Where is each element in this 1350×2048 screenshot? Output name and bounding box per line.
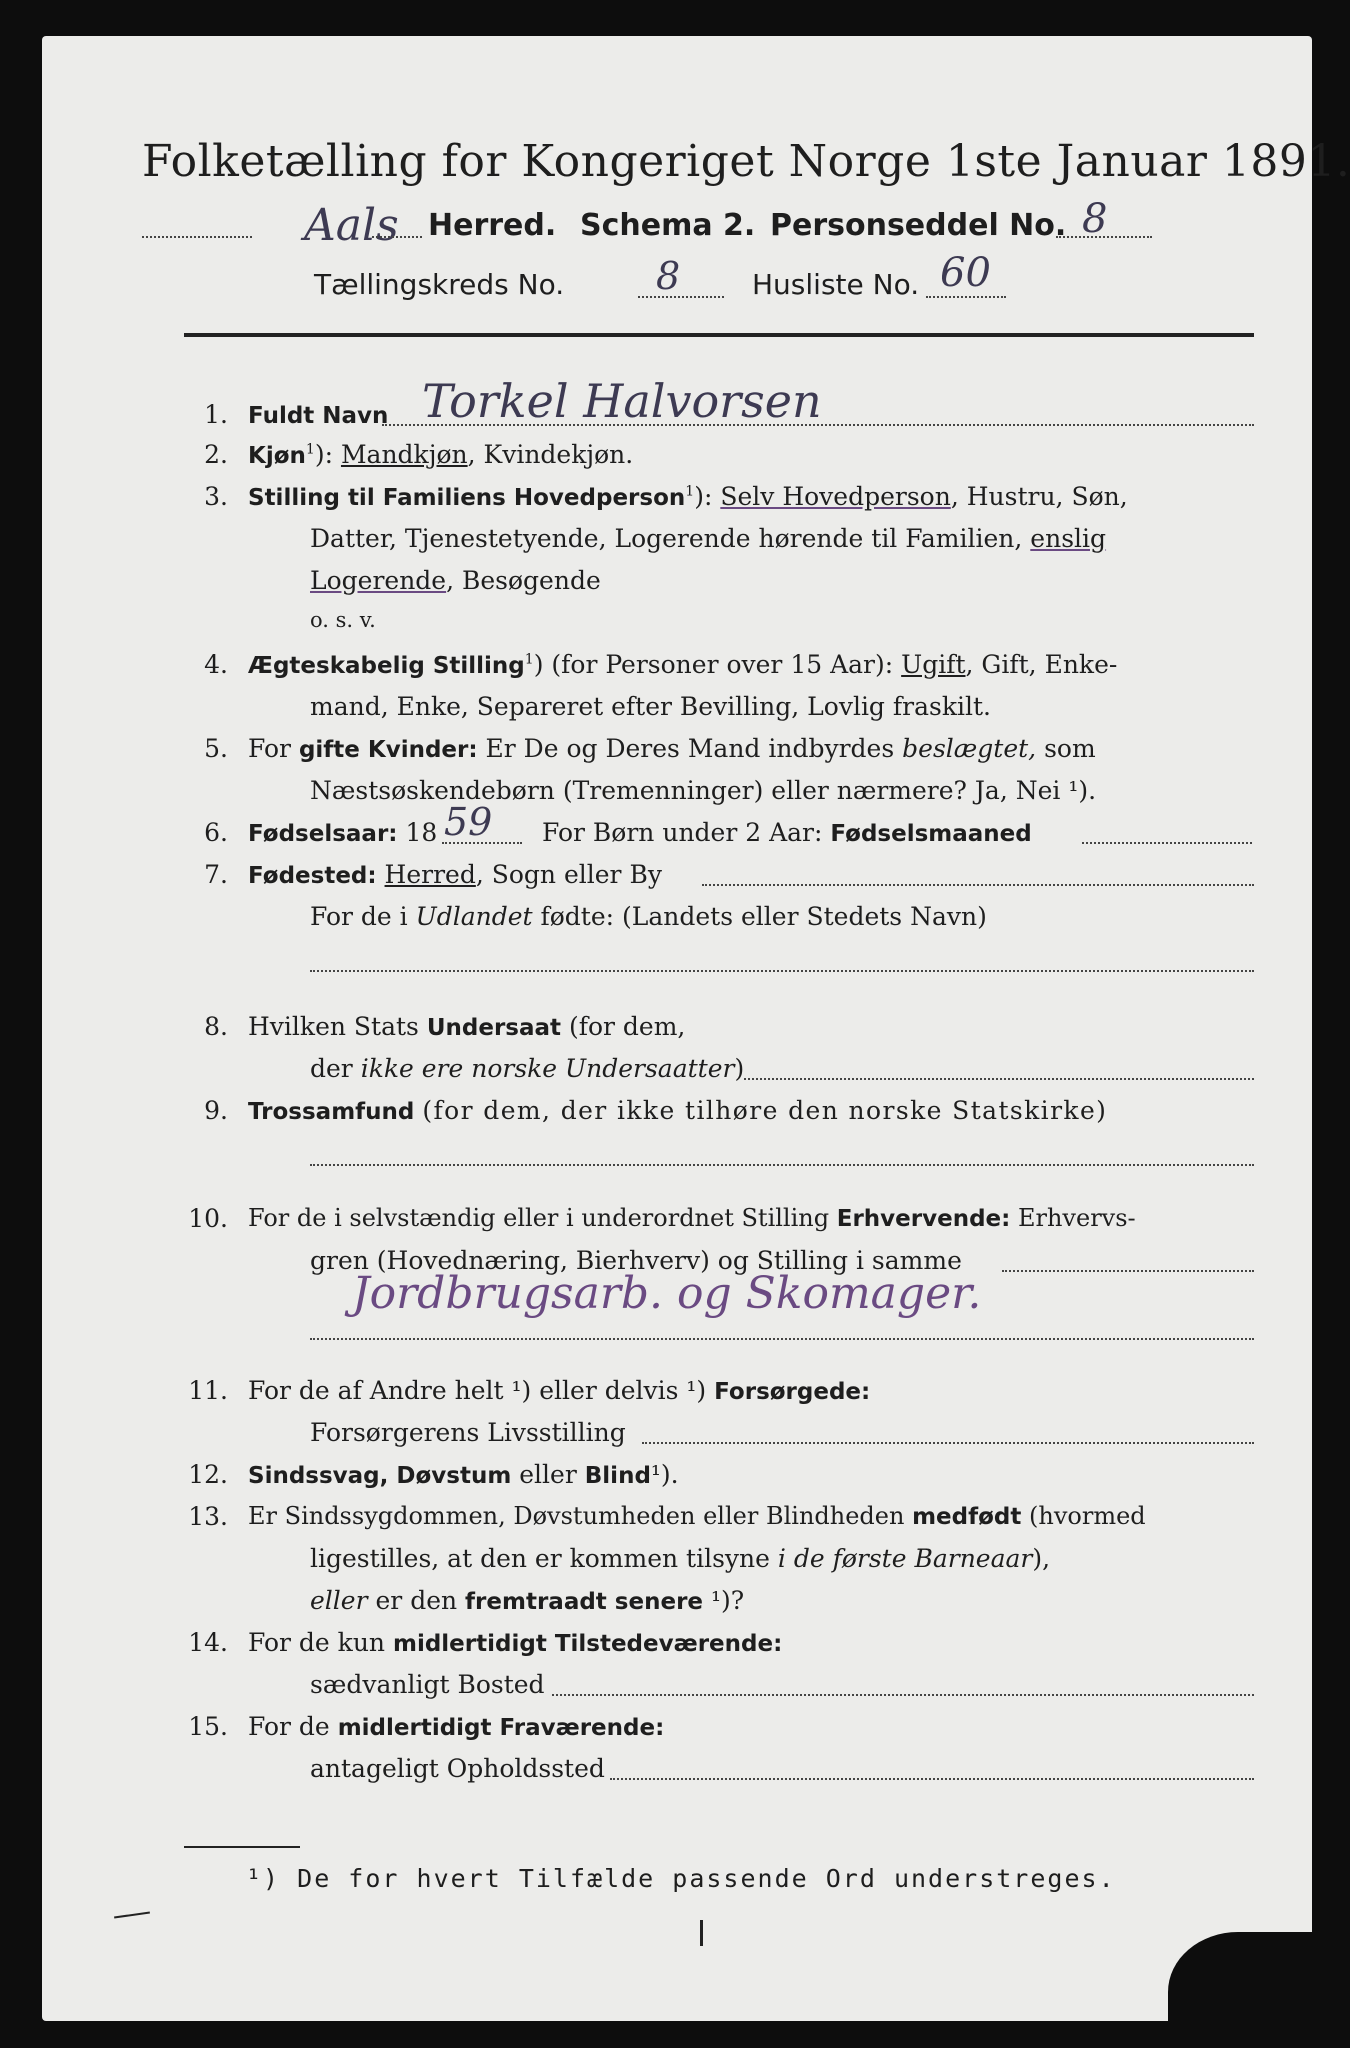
footnote-mark: 1 xyxy=(305,441,315,458)
personseddel-value: 8 xyxy=(1082,196,1108,242)
item-10-line-2: gren (Hovednæring, Bierhverv) og Stilling i samme xyxy=(310,1246,962,1275)
text-italic: Udlandet xyxy=(415,902,533,931)
occupation-label: Erhvervende: xyxy=(836,1206,1011,1232)
citizenship-dotted-line xyxy=(744,1078,1254,1080)
religion-label: Trossamfund xyxy=(248,1099,415,1125)
item-3-line-3 xyxy=(310,566,601,595)
foreign-place-dotted-line xyxy=(310,970,1254,972)
temporary-absent-label: midlertidigt Fraværende: xyxy=(337,1715,665,1741)
text: ) xyxy=(734,1054,745,1083)
item-7-line-2 xyxy=(310,902,987,931)
blind-label: Blind xyxy=(584,1463,651,1489)
footnote-mark: 1 xyxy=(524,651,534,668)
text: For de af Andre helt ¹) eller delvis ¹) xyxy=(248,1376,707,1405)
text: ¹). xyxy=(650,1460,679,1489)
text: Er De og Deres Mand indbyrdes xyxy=(485,734,895,763)
text: ¹)? xyxy=(710,1586,745,1615)
option-herred: Herred xyxy=(384,860,476,889)
birth-year-value: 59 xyxy=(444,800,493,844)
item-number: 2. xyxy=(204,440,228,469)
option-selv-hovedperson: Selv Hovedperson xyxy=(720,482,951,511)
label-rest: ): xyxy=(314,440,333,469)
text: som xyxy=(1044,734,1096,763)
provider-dotted-line xyxy=(642,1442,1254,1444)
item-number: 12. xyxy=(188,1460,228,1489)
option-kvindekjon: , Kvindekjøn. xyxy=(467,440,634,469)
text: For de xyxy=(248,1712,330,1741)
item-11-line-2: Forsørgerens Livsstilling xyxy=(310,1418,626,1447)
item-4-line-2: mand, Enke, Separeret efter Bevilling, Lovlig fraskilt. xyxy=(310,692,991,721)
husliste-label: Husliste No. xyxy=(752,268,920,301)
item-number: 11. xyxy=(188,1376,228,1405)
label-rest: ) (for Personer over 15 Aar): xyxy=(533,650,894,679)
option-logerende: Logerende xyxy=(310,566,447,595)
item-11-line-1 xyxy=(248,1376,870,1405)
text: , Sogn eller By xyxy=(475,860,662,889)
religion-dotted-line xyxy=(310,1164,1254,1166)
item-number: 14. xyxy=(188,1628,228,1657)
item-13-line-2 xyxy=(310,1544,1050,1573)
item-number: 13. xyxy=(188,1502,228,1531)
item-number: 10. xyxy=(188,1204,228,1233)
full-name-dotted-line xyxy=(382,424,1254,426)
options-rest: , Hustru, Søn, xyxy=(950,482,1128,511)
kreds-dotted-line xyxy=(638,296,724,298)
item-5-line-2: Næstsøskendebørn (Tremenninger) eller nærmere? Ja, Nei ¹). xyxy=(310,776,1097,805)
option-ugift: Ugift xyxy=(901,650,966,679)
disability-label: Sindssvag, Døvstum xyxy=(248,1463,512,1489)
item-5-line-1 xyxy=(248,734,1096,763)
item-14-line-1 xyxy=(248,1628,782,1657)
birth-month-label: Fødselsmaaned xyxy=(830,821,1032,847)
item-3-line-4: o. s. v. xyxy=(310,608,376,632)
birth-year-dotted-line xyxy=(442,842,522,844)
item-7-line-1 xyxy=(248,860,662,889)
later-onset-label: fremtraadt senere xyxy=(465,1589,704,1615)
full-name-value: Torkel Halvorsen xyxy=(422,374,822,428)
schema-label: Schema 2. xyxy=(580,208,756,243)
text: er den xyxy=(375,1586,458,1615)
item-number: 1. xyxy=(204,400,228,429)
family-position-label: Stilling til Familiens Hovedperson xyxy=(248,485,686,511)
kreds-label: Tællingskreds No. xyxy=(314,268,565,301)
stray-mark xyxy=(114,1912,150,1919)
item-number: 5. xyxy=(204,734,228,763)
item-8-line-2 xyxy=(310,1054,744,1083)
item-6-line xyxy=(248,818,437,847)
congenital-label: medfødt xyxy=(912,1504,1022,1530)
item-10-line-1 xyxy=(248,1204,1136,1232)
options-rest: , Besøgende xyxy=(446,566,601,595)
header-rule xyxy=(184,333,1254,337)
birth-month-dotted-line xyxy=(1082,842,1252,844)
item-15-line-2: antageligt Opholdssted xyxy=(310,1754,605,1783)
full-name-label: Fuldt Navn xyxy=(248,403,389,429)
option-mandkjon: Mandkjøn xyxy=(340,440,468,469)
marital-status-label: Ægteskabelig Stilling xyxy=(248,653,525,679)
text: der xyxy=(310,1054,353,1083)
text: Erhvervs- xyxy=(1017,1204,1136,1232)
text-italic: ikke ere norske Undersaatter xyxy=(360,1054,735,1083)
text: For de i xyxy=(310,902,408,931)
options-rest: , Gift, Enke- xyxy=(965,650,1118,679)
torn-corner xyxy=(1168,1932,1318,2032)
text: (hvormed xyxy=(1029,1502,1146,1530)
item-3-line-2 xyxy=(310,524,1106,553)
citizenship-label: Undersaat xyxy=(426,1015,562,1041)
text: fødte: (Landets eller Stedets Navn) xyxy=(540,902,987,931)
form-title: Folketælling for Kongeriget Norge 1ste Januar 1891. xyxy=(142,136,1350,187)
item-8-line-1 xyxy=(248,1012,685,1041)
item-13-line-1 xyxy=(248,1502,1146,1530)
item-1-line xyxy=(248,400,388,429)
item-9-line xyxy=(248,1096,1107,1125)
husliste-value: 60 xyxy=(940,250,991,296)
personseddel-label: Personseddel No. xyxy=(770,208,1067,243)
item-3-line-1 xyxy=(248,482,1128,511)
year-prefix: 18 xyxy=(405,818,438,847)
footnote: ¹) De for hvert Tilfælde passende Ord understreges. xyxy=(246,1864,1116,1893)
text: (for dem, der ikke tilhøre den norske Statskirke) xyxy=(422,1096,1108,1125)
text: ligestilles, at den er kommen tilsyne xyxy=(310,1544,770,1573)
census-form xyxy=(42,36,1350,2021)
footnote-rule xyxy=(184,1846,300,1848)
personseddel-dotted-line xyxy=(1056,236,1152,238)
text: For Børn under 2 Aar: xyxy=(542,818,823,847)
occupation-dotted-line-2 xyxy=(310,1338,1254,1340)
item-number: 4. xyxy=(204,650,228,679)
item-14-line-2: sædvanligt Bosted xyxy=(310,1670,545,1699)
text: For de kun xyxy=(248,1628,386,1657)
birthplace-dotted-line xyxy=(702,884,1254,886)
stray-mark xyxy=(700,1920,703,1946)
kreds-value: 8 xyxy=(656,254,681,298)
occupation-value: Jordbrugsarb. og Skomager. xyxy=(352,1268,982,1319)
option-enslig: enslig xyxy=(1030,524,1107,553)
herred-value: Aals xyxy=(304,200,399,251)
text: Hvilken Stats xyxy=(248,1012,419,1041)
item-2-line xyxy=(248,440,633,469)
whereabouts-dotted-line xyxy=(610,1778,1254,1780)
label-rest: ): xyxy=(694,482,713,511)
married-women-label: gifte Kvinder: xyxy=(298,737,478,763)
text: eller xyxy=(519,1460,577,1489)
item-number: 9. xyxy=(204,1096,228,1125)
herred-dotted-line xyxy=(142,236,252,238)
birth-year-label: Fødselsaar: xyxy=(248,821,398,847)
text-italic: i de første Barneaar xyxy=(777,1544,1033,1573)
husliste-dotted-line xyxy=(926,296,1006,298)
item-number: 7. xyxy=(204,860,228,889)
item-6-line-b xyxy=(542,818,1032,847)
text-italic: beslægtet, xyxy=(902,734,1037,763)
occupation-dotted-line-1 xyxy=(1002,1270,1254,1272)
text: For xyxy=(248,734,291,763)
birthplace-label: Fødested: xyxy=(248,863,377,889)
text: Er Sindssygdommen, Døvstumheden eller Blindheden xyxy=(248,1502,905,1530)
herred-label: Herred. xyxy=(428,208,557,243)
footnote-mark: 1 xyxy=(685,483,695,500)
herred-dotted-line-2 xyxy=(372,236,422,238)
item-number: 15. xyxy=(188,1712,228,1741)
item-13-line-3 xyxy=(310,1586,744,1615)
text: ), xyxy=(1032,1544,1051,1573)
item-number: 6. xyxy=(204,818,228,847)
text: (for dem, xyxy=(568,1012,686,1041)
options-line: Datter, Tjenestetyende, Logerende hørende til Familien, xyxy=(310,524,1023,553)
text: For de i selvstændig eller i underordnet Stilling xyxy=(248,1204,830,1232)
item-12-line xyxy=(248,1460,679,1489)
item-number: 3. xyxy=(204,482,228,511)
item-15-line-1 xyxy=(248,1712,664,1741)
item-number: 8. xyxy=(204,1012,228,1041)
sex-label: Kjøn xyxy=(248,443,306,469)
residence-dotted-line xyxy=(552,1694,1254,1696)
temporary-present-label: midlertidigt Tilstedeværende: xyxy=(392,1631,783,1657)
text-italic: eller xyxy=(310,1586,368,1615)
dependents-label: Forsørgede: xyxy=(714,1379,871,1405)
item-4-line-1 xyxy=(248,650,1117,679)
